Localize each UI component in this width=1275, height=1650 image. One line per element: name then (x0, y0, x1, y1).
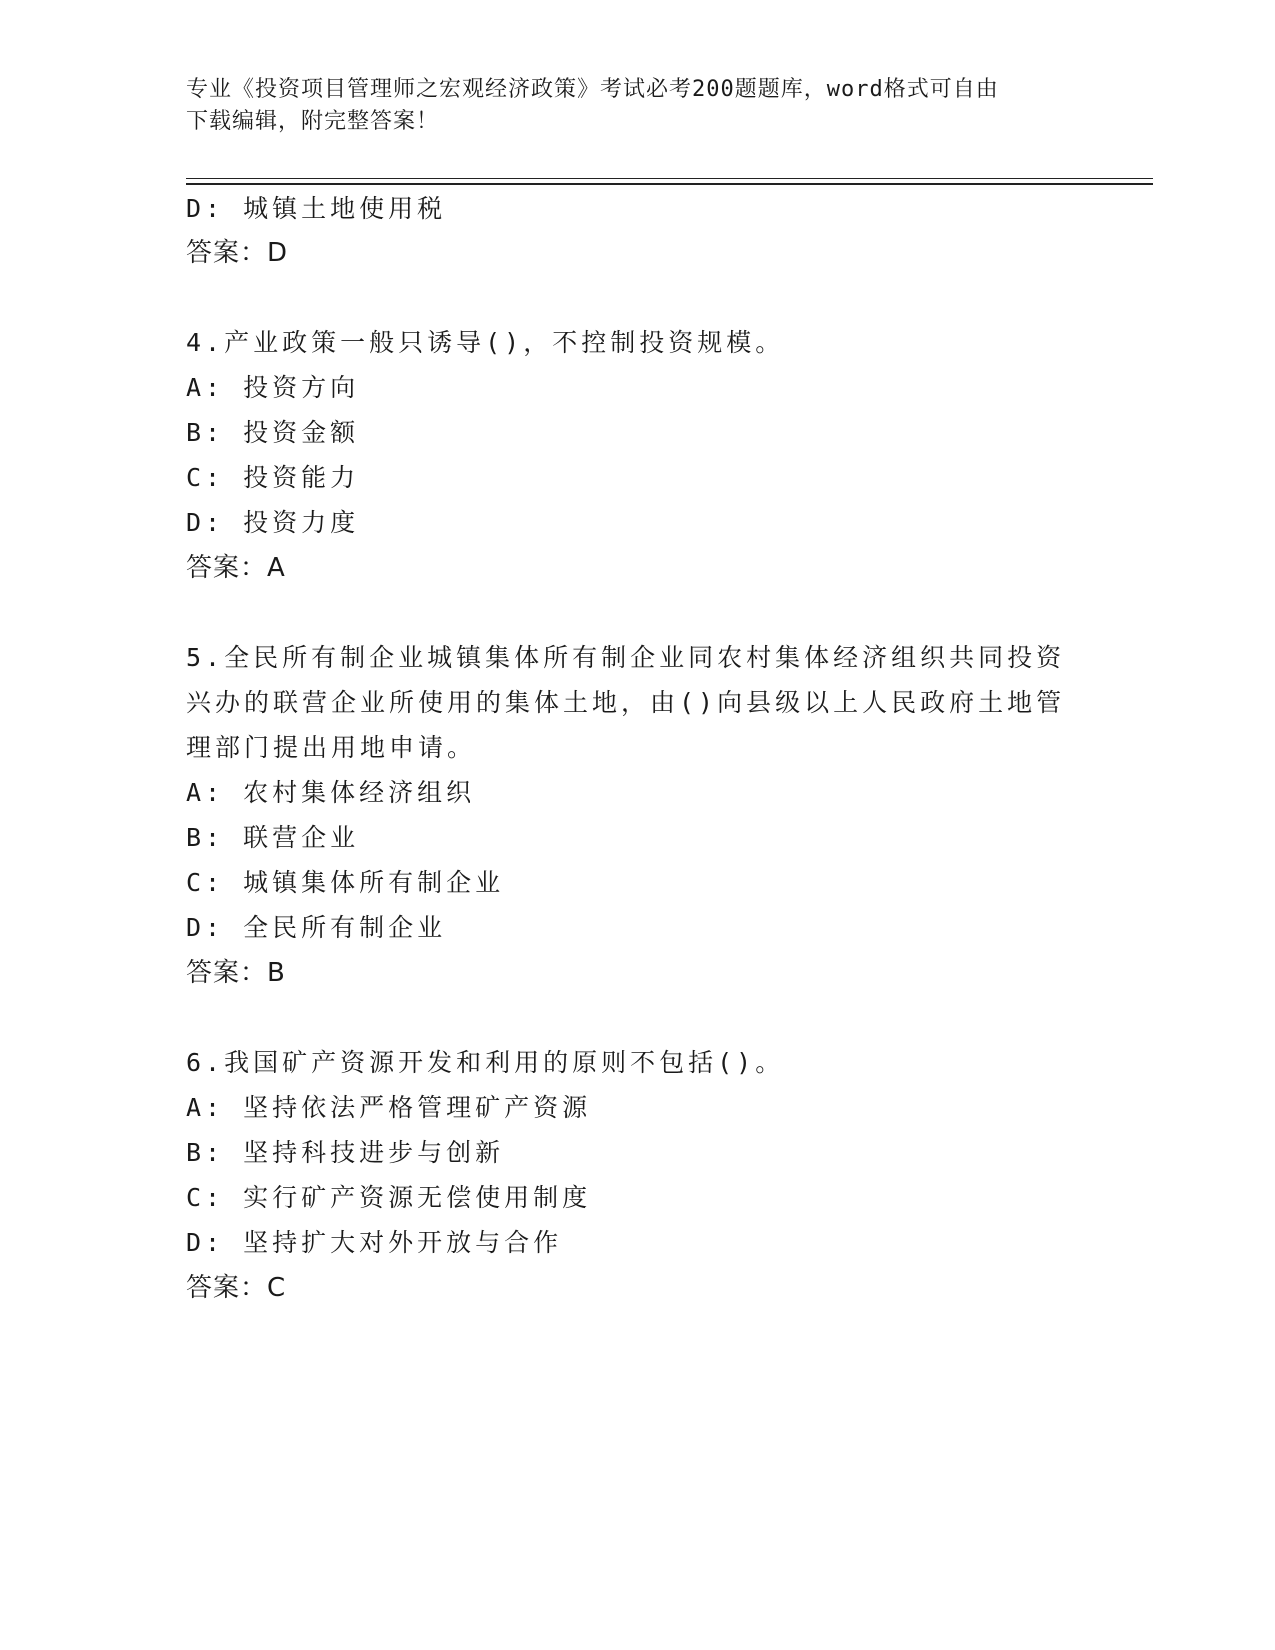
q3-answer: 答案：D (186, 238, 289, 268)
document-header (186, 74, 1066, 138)
q5-stem-line-2: 兴办的联营企业所使用的集体土地，由()向县级以上人民政府土地管 (186, 688, 1066, 717)
q4-answer: 答案：A (186, 553, 286, 583)
q3-option-d: D: 城镇土地使用税 (186, 194, 447, 223)
q5-stem-line-3: 理部门提出用地申请。 (186, 733, 477, 762)
q5-stem-line-1: 5.全民所有制企业城镇集体所有制企业同农村集体经济组织共同投资 (186, 643, 1066, 672)
q4-option-d: D: 投资力度 (186, 508, 360, 537)
q5-option-d: D: 全民所有制企业 (186, 913, 447, 942)
header-rule-thin (186, 178, 1153, 179)
q6-option-c: C: 实行矿产资源无偿使用制度 (186, 1183, 592, 1212)
header-line-1: 专业《投资项目管理师之宏观经济政策》考试必考200题题库，word格式可自由 (186, 77, 999, 102)
q5-answer: 答案：B (186, 958, 286, 988)
header-line-2: 下载编辑，附完整答案！ (186, 109, 440, 134)
q5-option-b: B: 联营企业 (186, 823, 360, 852)
q4-option-b: B: 投资金额 (186, 418, 360, 447)
q4-option-a: A: 投资方向 (186, 373, 360, 402)
q6-option-d: D: 坚持扩大对外开放与合作 (186, 1228, 563, 1257)
q4-stem-line-1: 4.产业政策一般只诱导()，不控制投资规模。 (186, 328, 785, 357)
q6-option-a: A: 坚持依法严格管理矿产资源 (186, 1093, 592, 1122)
q4-option-c: C: 投资能力 (186, 463, 360, 492)
q5-option-a: A: 农村集体经济组织 (186, 778, 476, 807)
header-rule-thick (186, 183, 1153, 185)
q6-answer: 答案：C (186, 1273, 287, 1303)
q6-option-b: B: 坚持科技进步与创新 (186, 1138, 505, 1167)
q6-stem-line-1: 6.我国矿产资源开发和利用的原则不包括()。 (186, 1048, 785, 1077)
q5-option-c: C: 城镇集体所有制企业 (186, 868, 505, 897)
